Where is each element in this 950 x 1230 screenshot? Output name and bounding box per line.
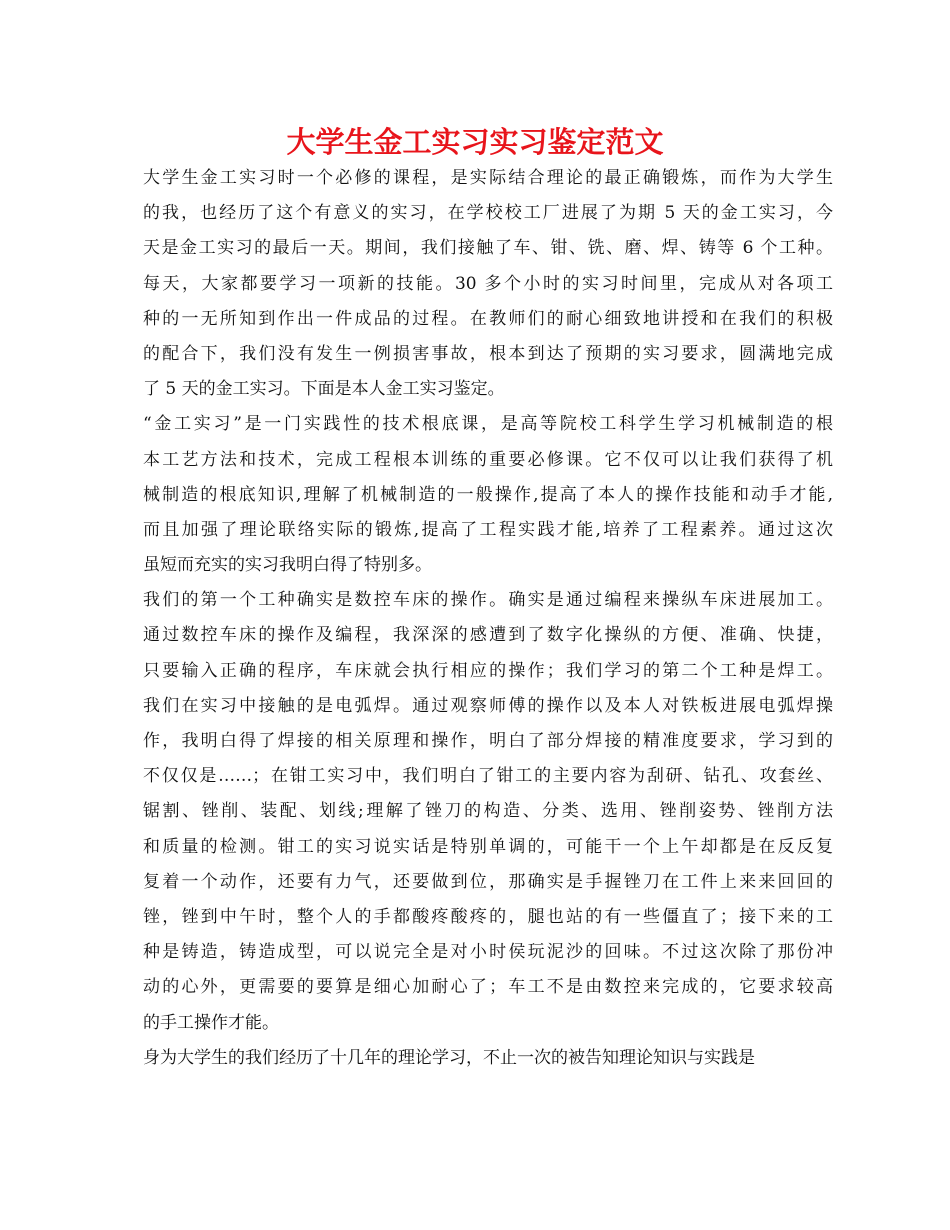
body-line: 的我，也经历了这个有意义的实习，在学校校工厂进展了为期 5 天的金工实习，今 bbox=[143, 203, 833, 224]
body-line: 通过数控车床的操作及编程，我深深的感遭到了数字化操纵的方便、准确、快捷， bbox=[143, 625, 833, 646]
body-line: 锯割、锉削、装配、划线;理解了锉刀的构造、分类、选用、锉削姿势、锉削方法 bbox=[143, 801, 833, 822]
body-line: 锉，锉到中午时，整个人的手都酸疼酸疼的，腿也站的有一些僵直了；接下来的工 bbox=[143, 906, 833, 927]
body-line: 虽短而充实的实习我明白得了特别多。 bbox=[143, 555, 432, 576]
body-line: 每天，大家都要学习一项新的技能。30 多个小时的实习时间里，完成从对各项工 bbox=[143, 273, 833, 294]
body-line: 天是金工实习的最后一天。期间，我们接触了车、钳、铣、磨、焊、铸等 6 个工种。 bbox=[143, 238, 833, 259]
body-line: 我们的第一个工种确实是数控车床的操作。确实是通过编程来操纵车床进展加工。 bbox=[143, 590, 833, 611]
body-line: 本工艺方法和技术，完成工程根本训练的重要必修课。它不仅可以让我们获得了机 bbox=[143, 449, 833, 470]
body-line: 械制造的根底知识,理解了机械制造的一般操作,提高了本人的操作技能和动手才能, bbox=[143, 484, 833, 505]
body-line: 复着一个动作，还要有力气，还要做到位，那确实是手握锉刀在工件上来来回回的 bbox=[143, 871, 833, 892]
body-line: 动的心外，更需要的要算是细心加耐心了；车工不是由数控来完成的，它要求较高 bbox=[143, 977, 833, 998]
body-line: 而且加强了理论联络实际的锻炼,提高了工程实践才能,培养了工程素养。通过这次 bbox=[143, 519, 833, 540]
body-line: 的配合下，我们没有发生一例损害事故，根本到达了预期的实习要求，圆满地完成 bbox=[143, 343, 833, 364]
body-line: 了 5 天的金工实习。下面是本人金工实习鉴定。 bbox=[143, 379, 505, 400]
document-body bbox=[143, 161, 833, 1076]
body-line: 身为大学生的我们经历了十几年的理论学习，不止一次的被告知理论知识与实践是 bbox=[143, 1047, 755, 1068]
body-line: 大学生金工实习时一个必修的课程，是实际结合理论的最正确锻炼，而作为大学生 bbox=[143, 168, 833, 188]
body-line: 我们在实习中接触的是电弧焊。通过观察师傅的操作以及本人对铁板进展电弧焊操 bbox=[143, 695, 833, 716]
body-line: 只要输入正确的程序，车床就会执行相应的操作；我们学习的第二个工种是焊工。 bbox=[143, 660, 833, 681]
body-line: 和质量的检测。钳工的实习说实话是特别单调的，可能干一个上午却都是在反反复 bbox=[143, 836, 833, 857]
document-title: 大学生金工实习实习鉴定范文 bbox=[286, 125, 664, 159]
body-line: “金工实习”是一门实践性的技术根底课，是高等院校工科学生学习机械制造的根 bbox=[143, 414, 833, 435]
body-line: 种是铸造，铸造成型，可以说完全是对小时侯玩泥沙的回味。不过这次除了那份冲 bbox=[143, 942, 833, 963]
body-line: 种的一无所知到作出一件成品的过程。在教师们的耐心细致地讲授和在我们的积极 bbox=[143, 308, 833, 329]
body-line: 的手工操作才能。 bbox=[143, 1012, 279, 1033]
body-line: 作，我明白得了焊接的相关原理和操作，明白了部分焊接的精准度要求，学习到的 bbox=[143, 731, 833, 751]
body-line: 不仅仅是……；在钳工实习中，我们明白了钳工的主要内容为刮研、钻孔、攻套丝、 bbox=[143, 766, 833, 787]
